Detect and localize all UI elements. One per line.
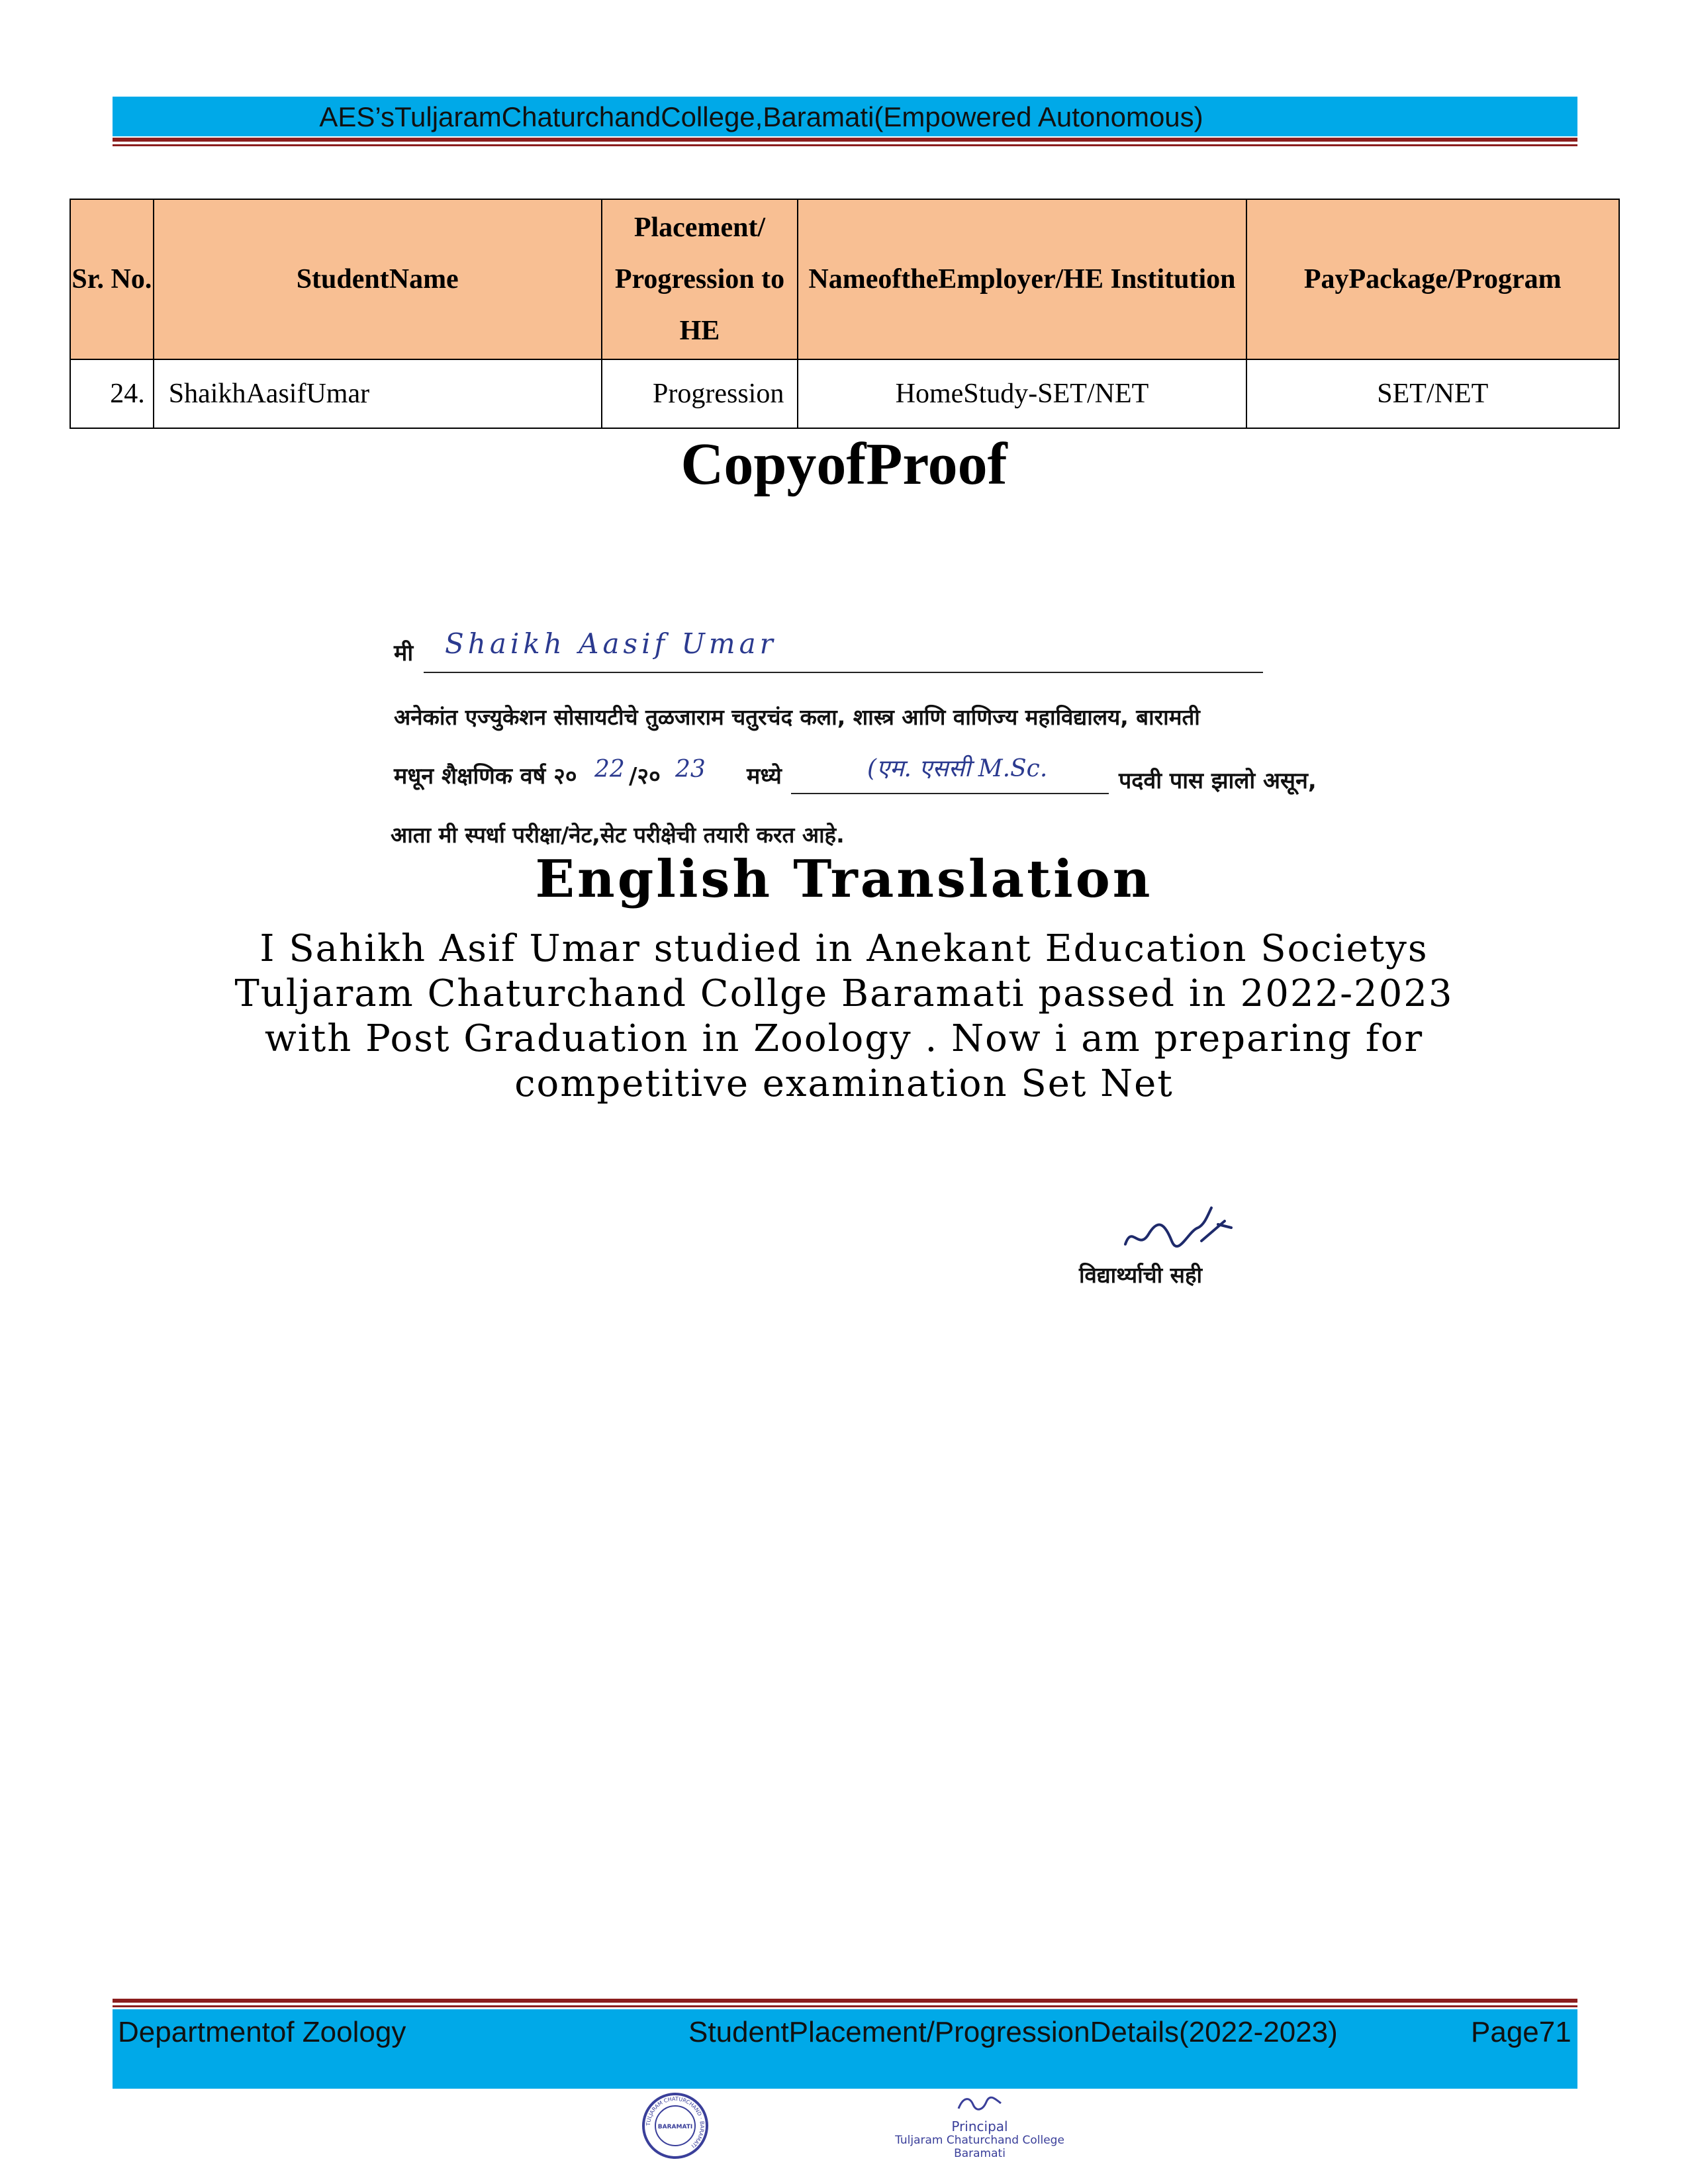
col-placement: Placement/ Progression to HE bbox=[602, 199, 798, 359]
col-employer: NameoftheEmployer/HE Institution bbox=[798, 199, 1246, 359]
copy-of-proof-title: CopyofProof bbox=[680, 432, 1008, 497]
svg-text:BARAMATI: BARAMATI bbox=[657, 2124, 693, 2130]
proof-line2: अनेकांत एज्युकेशन सोसायटीचे तुळजाराम चतुरचंद कला, शास्त्र आणि वाणिज्य महाविद्यालय, बारामती bbox=[394, 704, 1200, 730]
proof-line3-mid: मध्ये bbox=[747, 763, 782, 790]
footer-band bbox=[113, 2009, 1577, 2089]
translation-body: I Sahikh Asif Umar studied in Anekant Education Societys Tuljaram Chaturchand Collge Baramati passed in 2022-2023 with Post Graduation in Zoology . Now i am preparing for competitive examination Set Net bbox=[234, 927, 1454, 1105]
cell-student-name: ShaikhAasifUmar bbox=[154, 359, 602, 428]
proof-degree-underline bbox=[791, 793, 1109, 794]
proof-line3-suffix: पदवी पास झालो असून, bbox=[1119, 768, 1317, 794]
translation-title: English Translation bbox=[535, 849, 1153, 909]
footer-rule bbox=[113, 1999, 1577, 2003]
footer-page-number: Page71 bbox=[1471, 2016, 1571, 2048]
proof-line1-prefix: मी bbox=[394, 640, 414, 666]
proof-handwritten-name: Shaikh Aasif Umar bbox=[445, 627, 777, 660]
footer-department: Departmentof Zoology bbox=[118, 2016, 406, 2048]
cell-pay-package: SET/NET bbox=[1246, 359, 1619, 428]
signature-label: विद्यार्थ्याची सही bbox=[1079, 1262, 1203, 1288]
principal-title: Principal bbox=[951, 2118, 1008, 2134]
proof-name-underline bbox=[424, 672, 1263, 673]
signature-scribble bbox=[1119, 1205, 1238, 1264]
col-sr-no: Sr. No. bbox=[70, 199, 154, 359]
footer-section: StudentPlacement/ProgressionDetails(2022-2023) bbox=[688, 2016, 1338, 2048]
footer-rule-thin bbox=[113, 2005, 1577, 2007]
svg-text:TULJARAM CHATURCHAND · BARAMAT: TULJARAM CHATURCHAND · BARAMATI bbox=[645, 2095, 706, 2149]
cell-sr-no: 24. bbox=[70, 359, 154, 428]
principal-stamp bbox=[880, 2090, 1079, 2160]
cell-employer: HomeStudy-SET/NET bbox=[798, 359, 1246, 428]
col-student-name: StudentName bbox=[154, 199, 602, 359]
proof-degree: (एम. एससी M.Sc. bbox=[867, 755, 1048, 782]
principal-city: Baramati bbox=[954, 2147, 1006, 2160]
principal-signature bbox=[953, 2090, 1006, 2116]
proof-line3-prefix: मधून शैक्षणिक वर्ष २० bbox=[394, 763, 577, 790]
col-pay-package: PayPackage/Program bbox=[1246, 199, 1619, 359]
proof-year2: 23 bbox=[675, 756, 706, 783]
cell-placement: Progression bbox=[602, 359, 798, 428]
principal-college: Tuljaram Chaturchand College bbox=[895, 2134, 1064, 2147]
college-seal-icon bbox=[641, 2091, 710, 2160]
proof-year1: 22 bbox=[594, 756, 625, 783]
header-title: AES’sTuljaramChaturchandCollege,Baramati(Empowered Autonomous) bbox=[319, 101, 1203, 132]
proof-year-sep: /२० bbox=[629, 763, 661, 790]
proof-line4: आता मी स्पर्धा परीक्षा/नेट,सेट परीक्षेची तयारी करत आहे. bbox=[391, 822, 845, 848]
